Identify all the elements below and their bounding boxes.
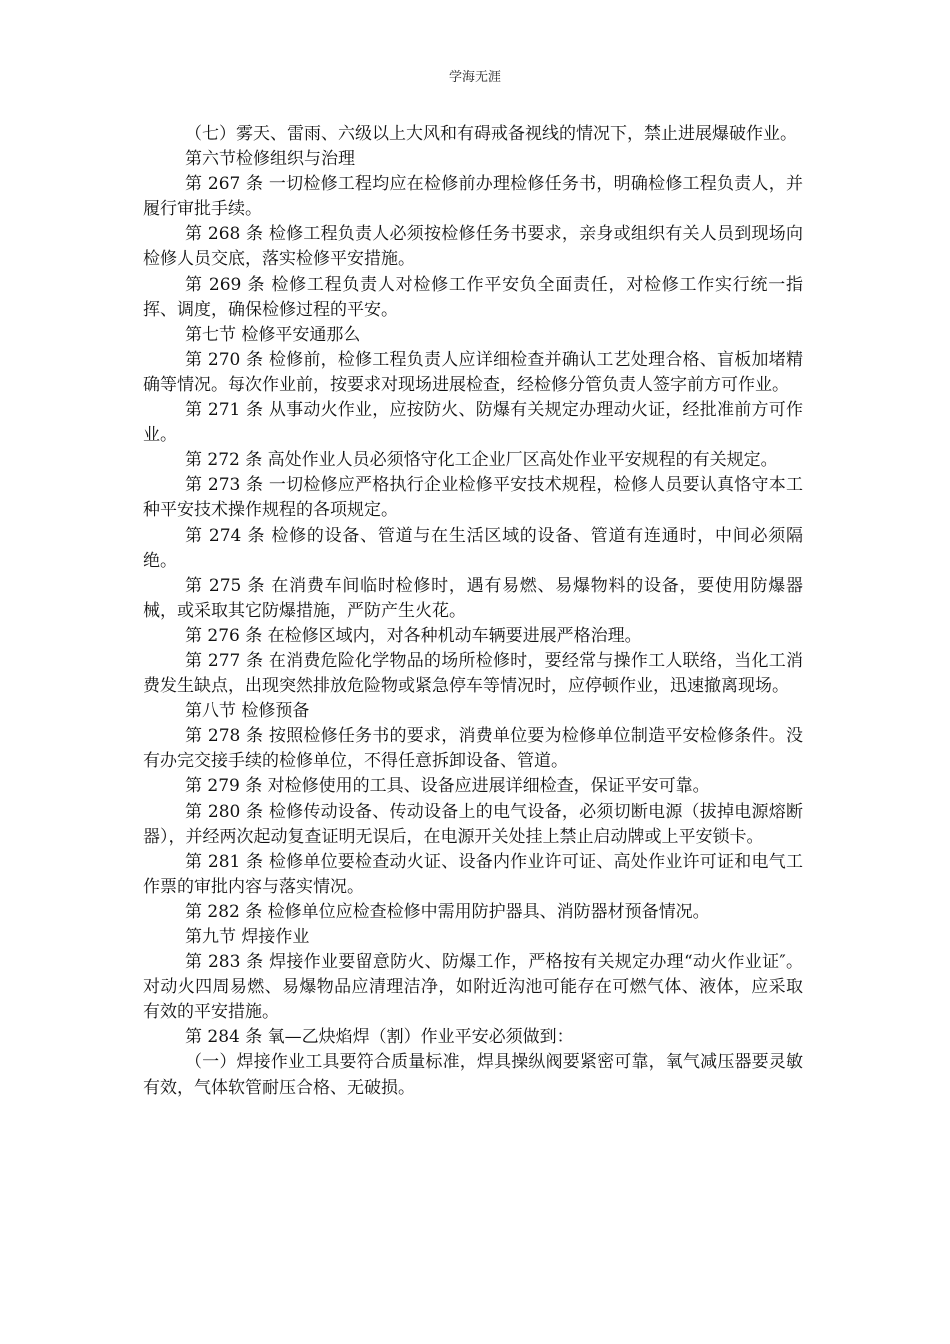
section-heading-6: 第六节检修组织与治理 — [185, 149, 355, 170]
article-277: 第 277 条 在消费危险化学物品的场所检修时，要经常与操作工人联络，当化工消费发生缺点，出现突然排放危险物或紧急停车等情况时，应停顿作业，迅速撤离现场。 — [143, 650, 803, 697]
article-276: 第 276 条 在检修区域内，对各种机动车辆要进展严格治理。 — [185, 625, 642, 646]
article-279: 第 279 条 对检修使用的工具、设备应进展详细检查，保证平安可靠。 — [185, 776, 710, 797]
section-heading-8: 第八节 检修预备 — [185, 701, 310, 722]
paragraph-item-7: （七）雾天、雷雨、六级以上大风和有碍戒备视线的情况下，禁止进展爆破作业。 — [185, 124, 797, 144]
article-283: 第 283 条 焊接作业要留意防火、防爆工作，严格按有关规定办理“动火作业证″。对动火四周易燃、易爆物品应清理洁净，如附近沟池可能存在可燃气体、液体，应采取有效的平安措施。 — [143, 952, 803, 1023]
article-284: 第 284 条 氧—乙炔焰焊（割）作业平安必须做到： — [185, 1027, 574, 1048]
document-body — [143, 122, 803, 1101]
article-281: 第 281 条 检修单位要检查动火证、设备内作业许可证、高处作业许可证和电气工作票的审批内容与落实情况。 — [143, 851, 803, 897]
article-274: 第 274 条 检修的设备、管道与在生活区域的设备、管道有连通时，中间必须隔绝。 — [143, 525, 803, 571]
article-278: 第 278 条 按照检修任务书的要求，消费单位要为检修单位制造平安检修条件。没有办完交接手续的检修单位，不得任意拆卸设备、管道。 — [143, 726, 803, 772]
article-282: 第 282 条 检修单位应检查检修中需用防护器具、消防器材预备情况。 — [185, 901, 710, 922]
article-272: 第 272 条 高处作业人员必须恪守化工企业厂区高处作业平安规程的有关规定。 — [185, 450, 778, 471]
page-header: 学海无涯 — [448, 70, 501, 85]
article-269: 第 269 条 检修工程负责人对检修工作平安负全面责任，对检修工作实行统一指挥、调度，确保检修过程的平安。 — [143, 274, 803, 320]
article-270: 第 270 条 检修前，检修工程负责人应详细检查并确认工艺处理合格、盲板加堵精确等情况。每次作业前，按要求对现场进展检查，经检修分管负责人签字前方可作业。 — [143, 349, 803, 395]
article-284-item-1: （一）焊接作业工具要符合质量标准，焊具操纵阀要紧密可靠，氧气减压器要灵敏有效，气体软管耐压合格、无破损。 — [143, 1052, 803, 1098]
article-268: 第 268 条 检修工程负责人必须按检修任务书要求，亲身或组织有关人员到现场向检修人员交底，落实检修平安措施。 — [143, 224, 803, 270]
article-267: 第 267 条 一切检修工程均应在检修前办理检修任务书，明确检修工程负责人，并履行审批手续。 — [143, 174, 803, 220]
section-heading-9: 第九节 焊接作业 — [185, 927, 310, 947]
article-273: 第 273 条 一切检修应严格执行企业检修平安技术规程，检修人员要认真恪守本工种平安技术操作规程的各项规定。 — [143, 475, 803, 521]
article-271: 第 271 条 从事动火作业，应按防火、防爆有关规定办理动火证，经批准前方可作业。 — [143, 400, 803, 446]
section-heading-7: 第七节 检修平安通那么 — [185, 324, 361, 345]
article-275: 第 275 条 在消费车间临时检修时，遇有易燃、易爆物料的设备，要使用防爆器械，或采取其它防爆措施，严防产生火花。 — [143, 575, 803, 621]
article-280: 第 280 条 检修传动设备、传动设备上的电气设备，必须切断电源（拔掉电源熔断器），并经两次起动复查证明无误后，在电源开关处挂上禁止启动牌或上平安锁卡。 — [143, 801, 803, 847]
